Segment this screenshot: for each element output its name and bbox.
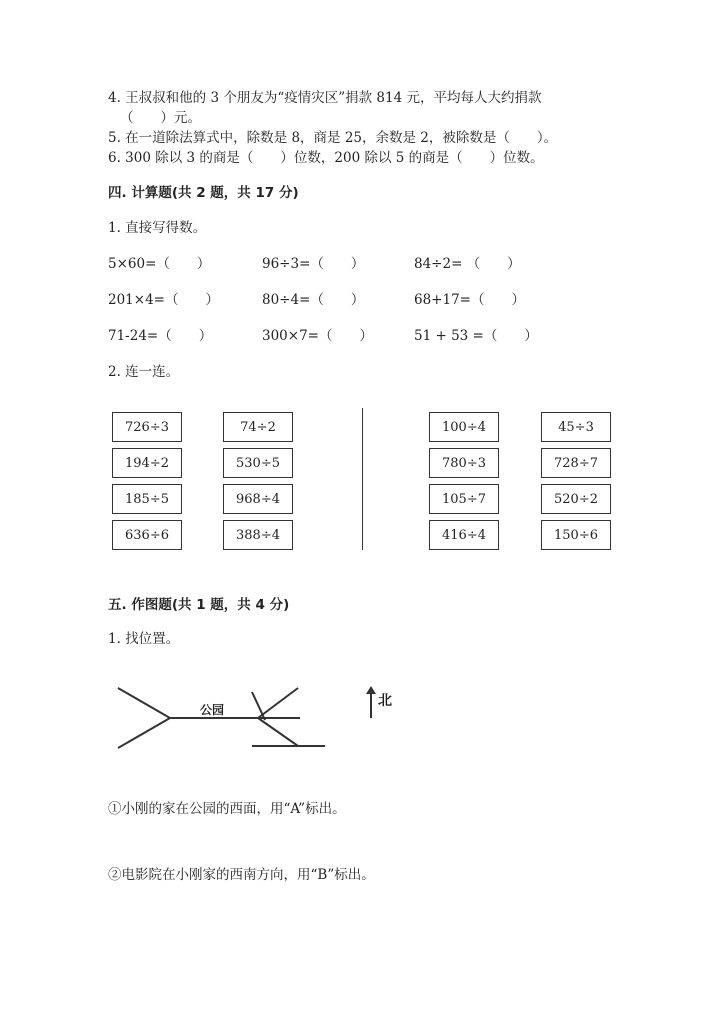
- question-4-line1: 4. 王叔叔和他的 3 个朋友为“疫情灾区”捐款 814 元，平均每人大约捐款: [108, 90, 542, 106]
- match-box[interactable]: 45÷3: [541, 412, 611, 442]
- match-box[interactable]: 388÷4: [223, 520, 293, 550]
- match-box[interactable]: 100÷4: [429, 412, 499, 442]
- match-box[interactable]: 968÷4: [223, 484, 293, 514]
- match-box[interactable]: 150÷6: [541, 520, 611, 550]
- calc-item: 84÷2= （ ）: [414, 256, 521, 272]
- section-5-q1-label: 1. 找位置。: [108, 631, 180, 647]
- road-line: [258, 718, 298, 746]
- calc-item: 80÷4=（ ）: [262, 292, 365, 308]
- section-4-title: 四. 计算题(共 2 题，共 17 分): [108, 185, 299, 201]
- north-arrow-icon: [366, 686, 376, 718]
- match-box[interactable]: 636÷6: [112, 520, 182, 550]
- match-box[interactable]: 530÷5: [223, 448, 293, 478]
- calc-item: 51 + 53 =（ ）: [414, 328, 538, 344]
- section-4-q2-label: 2. 连一连。: [108, 364, 180, 380]
- match-box[interactable]: 105÷7: [429, 484, 499, 514]
- calc-item: 201×4=（ ）: [108, 292, 219, 308]
- park-label: 公园: [200, 703, 225, 717]
- match-box[interactable]: 194÷2: [112, 448, 182, 478]
- match-box[interactable]: 728÷7: [541, 448, 611, 478]
- road-line: [118, 688, 170, 718]
- section-5-title: 五. 作图题(共 1 题，共 4 分): [108, 597, 290, 613]
- match-box[interactable]: 416÷4: [429, 520, 499, 550]
- north-label: 北: [378, 693, 392, 709]
- calc-item: 71-24=（ ）: [108, 328, 213, 344]
- question-4-line2: （ ）元。: [120, 110, 201, 126]
- road-line: [118, 718, 170, 748]
- calc-item: 68+17=（ ）: [414, 292, 525, 308]
- match-box[interactable]: 780÷3: [429, 448, 499, 478]
- road-line: [252, 692, 265, 720]
- question-5: 5. 在一道除法算式中，除数是 8，商是 25，余数是 2，被除数是（ ）。: [108, 130, 558, 146]
- match-box[interactable]: 185÷5: [112, 484, 182, 514]
- calc-item: 5×60=（ ）: [108, 256, 211, 272]
- divider: [362, 408, 363, 550]
- section-5-sub1: ①小刚的家在公园的西面，用“A”标出。: [108, 801, 346, 817]
- road-line: [258, 688, 298, 718]
- section-4-q1-label: 1. 直接写得数。: [108, 220, 207, 236]
- question-6: 6. 300 除以 3 的商是（ ）位数，200 除以 5 的商是（ ）位数。: [108, 150, 544, 166]
- match-box[interactable]: 520÷2: [541, 484, 611, 514]
- calc-item: 300×7=（ ）: [262, 328, 373, 344]
- section-5-sub2: ②电影院在小刚家的西南方向，用“B”标出。: [108, 867, 375, 883]
- calc-item: 96÷3=（ ）: [262, 256, 365, 272]
- match-box[interactable]: 726÷3: [112, 412, 182, 442]
- location-map[interactable]: [110, 680, 410, 760]
- match-box[interactable]: 74÷2: [223, 412, 293, 442]
